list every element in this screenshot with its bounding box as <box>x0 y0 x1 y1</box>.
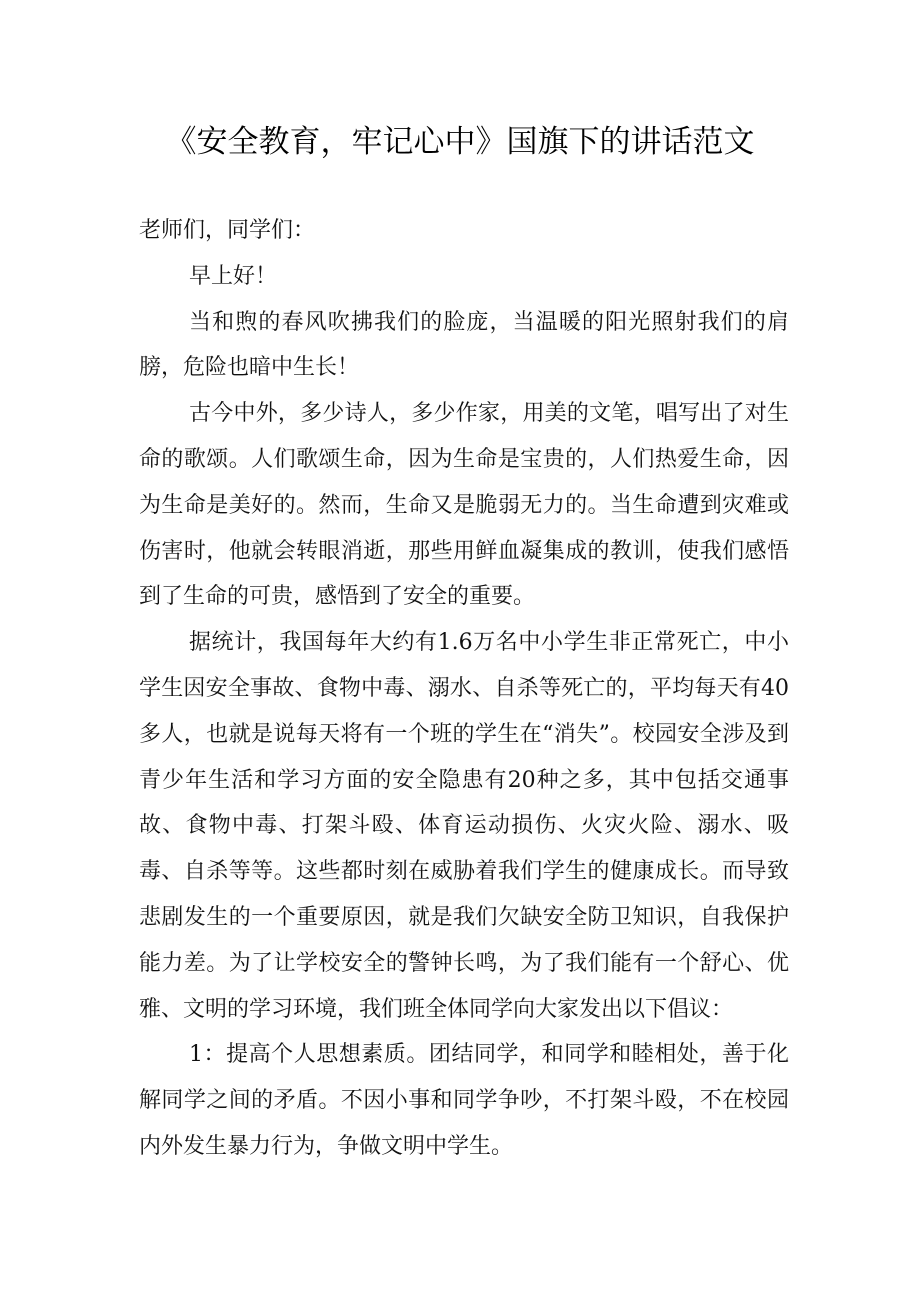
paragraph-statistics: 据统计，我国每年大约有1.6万名中小学生非正常死亡，中小学生因安全事故、食物中毒、溺水、自杀等死亡的，平均每天有40多人，也就是说每天将有一个班的学生在“消失”。校园安全涉及到青少年生活和学习方面的安全隐患有20种之多，其中包括交通事故、食物中毒、打架斗殴、体育运动损伤、火灾火险、溺水、吸毒、自杀等等。这些都时刻在威胁着我们学生的健康成长。而导致悲剧发生的一个重要原因，就是我们欠缺安全防卫知识，自我保护能力差。为了让学校安全的警钟长鸣，为了我们能有一个舒心、优雅、文明的学习环境，我们班全体同学向大家发出以下倡议： <box>139 630 789 1022</box>
paragraph-life-value: 古今中外，多少诗人，多少作家，用美的文笔，唱写出了对生命的歌颂。人们歌颂生命，因为生命是宝贵的，人们热爱生命，因为生命是美好的。然而，生命又是脆弱无力的。当生命遭到灾难或伤害时，他就会转眼消逝，那些用鲜血凝集成的教训，使我们感悟到了生命的可贵，感悟到了安全的重要。 <box>139 401 789 610</box>
document-body <box>139 208 789 1170</box>
salutation: 老师们，同学们： <box>139 218 316 243</box>
paragraph-greeting: 早上好！ <box>189 263 278 289</box>
paragraph-proposal-1: 1：提高个人思想素质。团结同学，和同学和睦相处，善于化解同学之间的矛盾。不因小事和同学争吵，不打架斗殴，不在校园内外发生暴力行为，争做文明中学生。 <box>139 1042 789 1159</box>
paragraph-spring-danger: 当和煦的春风吹拂我们的脸庞，当温暖的阳光照射我们的肩膀，危险也暗中生长！ <box>139 309 789 381</box>
document-title: 《安全教育，牢记心中》国旗下的讲话范文 <box>165 124 755 160</box>
